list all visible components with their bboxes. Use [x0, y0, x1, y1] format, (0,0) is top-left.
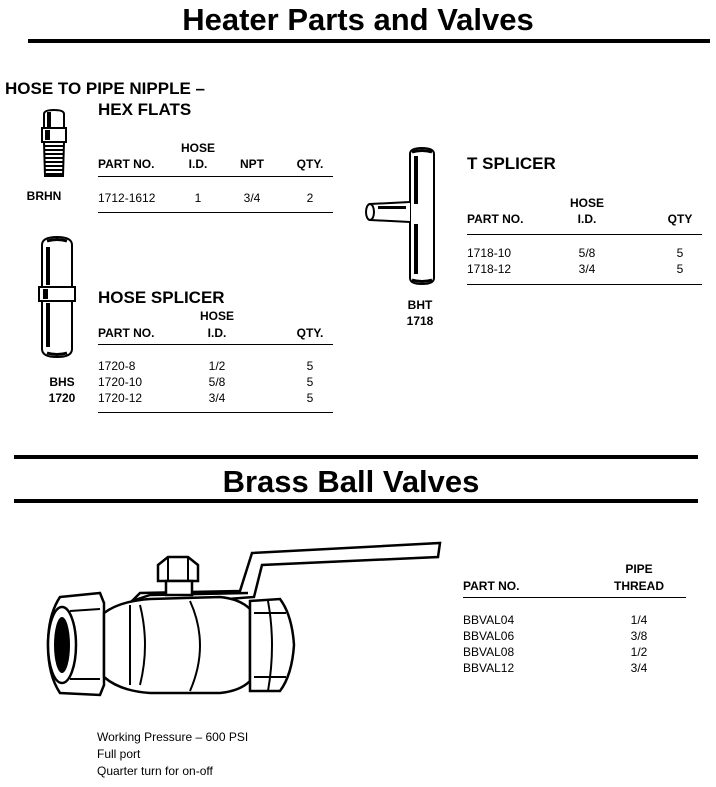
valve-row-thread: 3/4 [630, 661, 648, 675]
nipple-row-partno: 1712-1612 [98, 191, 156, 205]
nipple-title-line1: HOSE TO PIPE NIPPLE – [5, 79, 205, 98]
valve-partno-header: PART NO. [463, 579, 520, 593]
valve-header-rule [463, 597, 686, 598]
tsplicer-label-line2: 1718 [406, 314, 434, 328]
tsplicer-hose-header: HOSE [569, 196, 604, 210]
tsplicer-row-hose: 5/8 [578, 246, 596, 260]
valve-note: Full port [97, 747, 141, 761]
nipple-partno-header: PART NO. [98, 157, 155, 171]
tsplicer-label-line1: BHT [407, 298, 433, 312]
tsplicer-qty-header: QTY [667, 212, 693, 226]
valves-title: Brass Ball Valves [222, 464, 480, 499]
splicer-label-line1: BHS [49, 375, 75, 389]
nipple-row-npt: 3/4 [243, 191, 261, 205]
valve-pipe-header: PIPE [625, 562, 653, 576]
splicer-row-qty: 5 [306, 375, 314, 389]
hose-splicer-illustration [34, 235, 80, 361]
splicer-row-hose: 3/4 [208, 391, 226, 405]
tsplicer-id-header: I.D. [577, 212, 597, 226]
valve-note: Working Pressure – 600 PSI [97, 730, 249, 744]
tsplicer-partno-header: PART NO. [467, 212, 524, 226]
hose-splicer-title: HOSE SPLICER [98, 288, 225, 307]
splicer-row-partno: 1720-10 [98, 375, 143, 389]
splicer-row-qty: 5 [306, 391, 314, 405]
page-title: Heater Parts and Valves [182, 2, 534, 37]
splicer-partno-header: PART NO. [98, 326, 155, 340]
valve-row-partno: BBVAL12 [463, 661, 515, 675]
tsplicer-bottom-rule [467, 284, 702, 285]
splicer-qty-header: QTY. [296, 326, 324, 340]
ball-valve-illustration [40, 535, 300, 720]
splicer-row-qty: 5 [306, 359, 314, 373]
valves-bottom-rule [14, 499, 698, 503]
tsplicer-row-qty: 5 [676, 262, 684, 276]
splicer-header-rule [98, 344, 333, 345]
valve-row-thread: 1/4 [630, 613, 648, 627]
valve-row-thread: 3/8 [630, 629, 648, 643]
splicer-bottom-rule [98, 412, 333, 413]
nipple-header-rule [98, 176, 333, 177]
tsplicer-row-hose: 3/4 [578, 262, 596, 276]
t-splicer-illustration [362, 148, 448, 286]
valve-row-thread: 1/2 [630, 645, 648, 659]
nipple-npt-header: NPT [240, 157, 264, 171]
valve-thread-header: THREAD [614, 579, 664, 593]
splicer-label-line2: 1720 [48, 391, 76, 405]
nipple-row-hose: 1 [194, 191, 202, 205]
splicer-hose-header: HOSE [199, 309, 234, 323]
splicer-row-hose: 1/2 [208, 359, 226, 373]
nipple-qty-header: QTY. [296, 157, 324, 171]
valve-row-partno: BBVAL08 [463, 645, 515, 659]
valve-row-partno: BBVAL04 [463, 613, 515, 627]
title-underline [28, 39, 710, 43]
splicer-row-partno: 1720-8 [98, 359, 136, 373]
tsplicer-row-qty: 5 [676, 246, 684, 260]
valve-row-partno: BBVAL06 [463, 629, 515, 643]
tsplicer-row-partno: 1718-12 [467, 262, 512, 276]
nipple-title-line2: HEX FLATS [98, 100, 192, 119]
nipple-id-header: I.D. [188, 157, 208, 171]
tsplicer-header-rule [467, 234, 702, 235]
nipple-row-qty: 2 [306, 191, 314, 205]
nipple-part-label: BRHN [26, 189, 62, 203]
hose-nipple-illustration [36, 110, 72, 180]
valves-top-rule [14, 455, 698, 459]
splicer-id-header: I.D. [207, 326, 227, 340]
valve-note: Quarter turn for on-off [97, 764, 213, 778]
t-splicer-title: T SPLICER [467, 154, 556, 173]
splicer-row-partno: 1720-12 [98, 391, 143, 405]
tsplicer-row-partno: 1718-10 [467, 246, 512, 260]
splicer-row-hose: 5/8 [208, 375, 226, 389]
nipple-bottom-rule [98, 212, 333, 213]
nipple-hose-header: HOSE [180, 141, 215, 155]
